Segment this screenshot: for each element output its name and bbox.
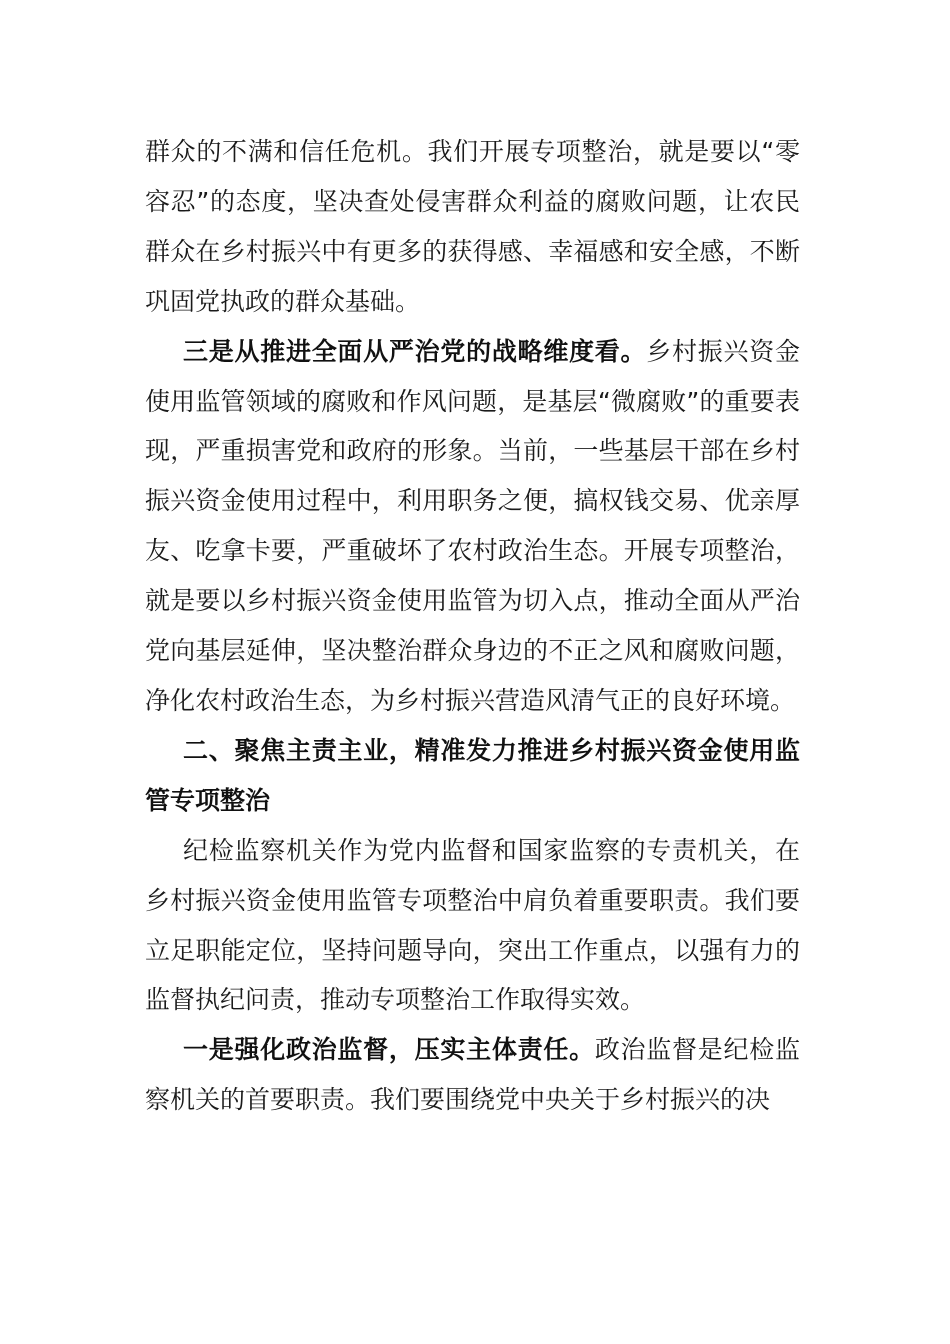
paragraph-responsibility xyxy=(145,826,800,1026)
paragraph-text: 政治监督是纪检监察机关的首要职责。我们要围绕党中央关于乡村振兴的决 xyxy=(145,1035,800,1115)
paragraph-strategic-dimension xyxy=(145,327,800,726)
paragraph-text: 纪检监察机关作为党内监督和国家监察的专责机关，在乡村振兴资金使用监管专项整治中肩负着重要职责。我们要立足职能定位，坚持问题导向，突出工作重点，以强有力的监督执纪问责，推动专项整治工作取得实效。 xyxy=(145,835,800,1015)
section-heading xyxy=(145,726,800,826)
paragraph-continuation xyxy=(145,127,800,327)
paragraph-political-supervision xyxy=(145,1025,800,1125)
paragraph-lead-bold: 一是强化政治监督，压实主体责任。 xyxy=(183,1035,595,1065)
paragraph-text: 群众的不满和信任危机。我们开展专项整治，就是要以“零容忍”的态度，坚决查处侵害群众利益的腐败问题，让农民群众在乡村振兴中有更多的获得感、幸福感和安全感，不断巩固党执政的群众基础。 xyxy=(145,137,800,316)
document-body xyxy=(145,127,800,1125)
paragraph-lead-bold: 三是从推进全面从严治党的战略维度看。 xyxy=(183,336,647,366)
section-heading-text: 二、聚焦主责主业，精准发力推进乡村振兴资金使用监管专项整治 xyxy=(145,735,800,815)
paragraph-text: 乡村振兴资金使用监管领域的腐败和作风问题，是基层“微腐败”的重要表现，严重损害党和政府的形象。当前，一些基层干部在乡村振兴资金使用过程中，利用职务之便，搞权钱交易、优亲厚友、吃拿卡要，严重破坏了农村政治生态。开展专项整治，就是要以乡村振兴资金使用监管为切入点，推动全面从严治党向基层延伸，坚决整治群众身边的不正之风和腐败问题，净化农村政治生态，为乡村振兴营造风清气正的良好环境。 xyxy=(145,336,800,715)
